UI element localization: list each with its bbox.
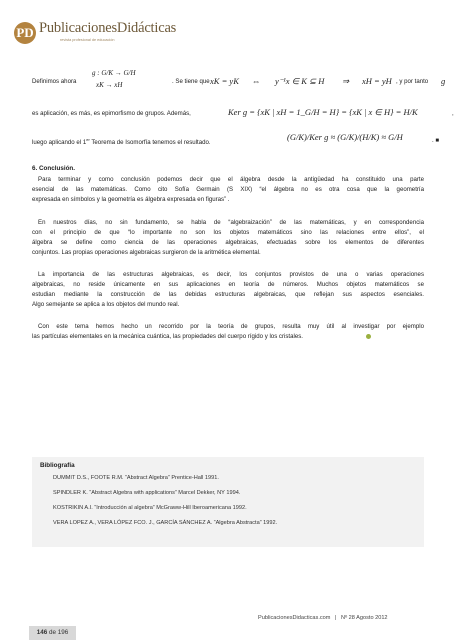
journal-name: PublicacionesDidacticas.com <box>258 615 331 621</box>
paragraph-2 <box>32 218 424 258</box>
page-number-box <box>29 626 76 640</box>
end-bullet-icon <box>366 334 371 339</box>
math-definition-line <box>32 69 446 89</box>
ordinal-superscript: er <box>86 137 90 142</box>
epimorphism-text: es aplicación, es más, es epimorfismo de grupos. Además, <box>32 110 191 117</box>
isomorphism-expression: (G/K)/Ker g ≈ (G/K)/(H/K) ≈ G/H <box>287 132 403 142</box>
map-name: g <box>441 76 446 86</box>
condition-coset: xH = yH <box>362 76 392 86</box>
bibliography-entry: SPINDLER K. “Abstract Algebra with applications” Marcel Dekker, NY 1994. <box>53 490 241 496</box>
kernel-end: , <box>452 110 454 117</box>
bibliography-entry: DUMMIT D.S., FOOTE R.M. “Abstract Algebra” Prentice-Hall 1991. <box>53 475 219 481</box>
page-total: 196 <box>57 629 69 636</box>
end-of-proof: . ■ <box>432 137 440 144</box>
isomorphism-text-2: Teorema de Isomorfía tenemos el resultado. <box>91 139 211 147</box>
page-of: de <box>48 629 56 636</box>
journal-logo-text: PublicacionesDidácticas <box>39 20 177 36</box>
paragraph-line: La importancia de las estructuras algebraicas, es decir, los conjuntos provistos de una o varias operaciones <box>38 271 424 278</box>
paragraph-3 <box>32 270 424 310</box>
paragraph-line: esencial de las matemáticas. Como cito Sofía Germain (S XIX) “el álgebra no es otra cosa que la geometría <box>32 186 424 193</box>
paragraph-line: las partículas elementales en la mecánica cuántica, las propiedades del cuerpo rígido y los cristales. <box>32 333 303 340</box>
math-isomorphism-line <box>32 132 440 147</box>
definition-prefix: Definimos ahora <box>32 78 77 85</box>
paragraph-line: expresada en símbolos y la geometría es álgebra expresada en figuras” . <box>32 196 230 203</box>
definition-suffix: , y por tanto <box>396 78 429 85</box>
paragraph-4 <box>32 322 424 342</box>
iff-symbol: ⇔ <box>252 76 261 86</box>
paragraph-line: estudian mediante la construcción de las debidas estructuras algebraicas, que reflejan sus aspectos esenciales. <box>32 291 424 298</box>
paragraph-line: Con este tema hemos hecho un recorrido por la teoría de grupos, resulta muy útil al investigar por ejemplo <box>38 323 424 330</box>
condition-eq: xK = yK <box>210 76 239 86</box>
paragraph-line: con el principio de que “lo importante no son los objetos matemáticos sino las relaciones entre ellos”, el <box>32 229 424 236</box>
paragraph-line: algebraicas, no reside únicamente en sus aplicaciones en teoría de números. Muchos objetos matemáticos se <box>32 281 424 288</box>
paragraph-line: conjuntos. Las propias operaciones algebraicas surgieron de la aritmética elemental. <box>32 249 261 256</box>
journal-tagline: revista profesional de educación <box>60 38 115 42</box>
page-current: 146 <box>36 629 48 636</box>
map-bottom: xK → xH <box>96 81 123 89</box>
bibliography-entry: VERA LOPEZ A., VERA LÓPEZ FCO. J., GARCÍA SÁNCHEZ A. “Algebra Abstracta” 1992. <box>53 520 278 526</box>
paragraph-line: Algo semejante se aplica a los objetos del mundo real. <box>32 301 180 308</box>
isomorphism-text: luego aplicando el 1 <box>32 139 87 147</box>
footer-separator: | <box>335 615 337 621</box>
math-kernel-line <box>32 107 454 117</box>
bibliography-title: Bibliografía <box>40 462 75 469</box>
paragraph-1 <box>32 175 424 205</box>
map-top: g : G/K → G/H <box>92 69 136 77</box>
kernel-expression: Ker g = {xK | xH = 1_G/H = H} = {xK | x ∈ H} = H/K <box>228 107 418 117</box>
bibliography-entry: KOSTRIKIN A.I. “Introducción al algebra” McGraww-Hill Iberoamericana 1992. <box>53 505 247 511</box>
logo-icon: PD <box>14 22 36 44</box>
paragraph-line: Para terminar y como conclusión podemos decir que el álgebra desde la antigüedad ha constituido una parte <box>38 176 424 183</box>
condition-subset: y⁻¹x ∈ K ⊆ H <box>275 76 325 86</box>
issue-info: Nº 28 Agosto 2012 <box>341 615 388 621</box>
paragraph-line: álgebra se define como ciencia de las operaciones algebraicas, efectuadas sobre los elementos de diferentes <box>32 239 424 246</box>
paragraph-line: En nuestros días, no sin fundamento, se habla de “algebraización” de las matemáticas, y en correspondencia <box>38 219 424 226</box>
bibliography-box <box>32 457 424 547</box>
section-heading: 6. Conclusión. <box>32 165 76 172</box>
implies-symbol: ⇒ <box>342 76 350 86</box>
definition-text: . Se tiene que <box>172 78 210 85</box>
footer-journal-info <box>258 615 388 621</box>
